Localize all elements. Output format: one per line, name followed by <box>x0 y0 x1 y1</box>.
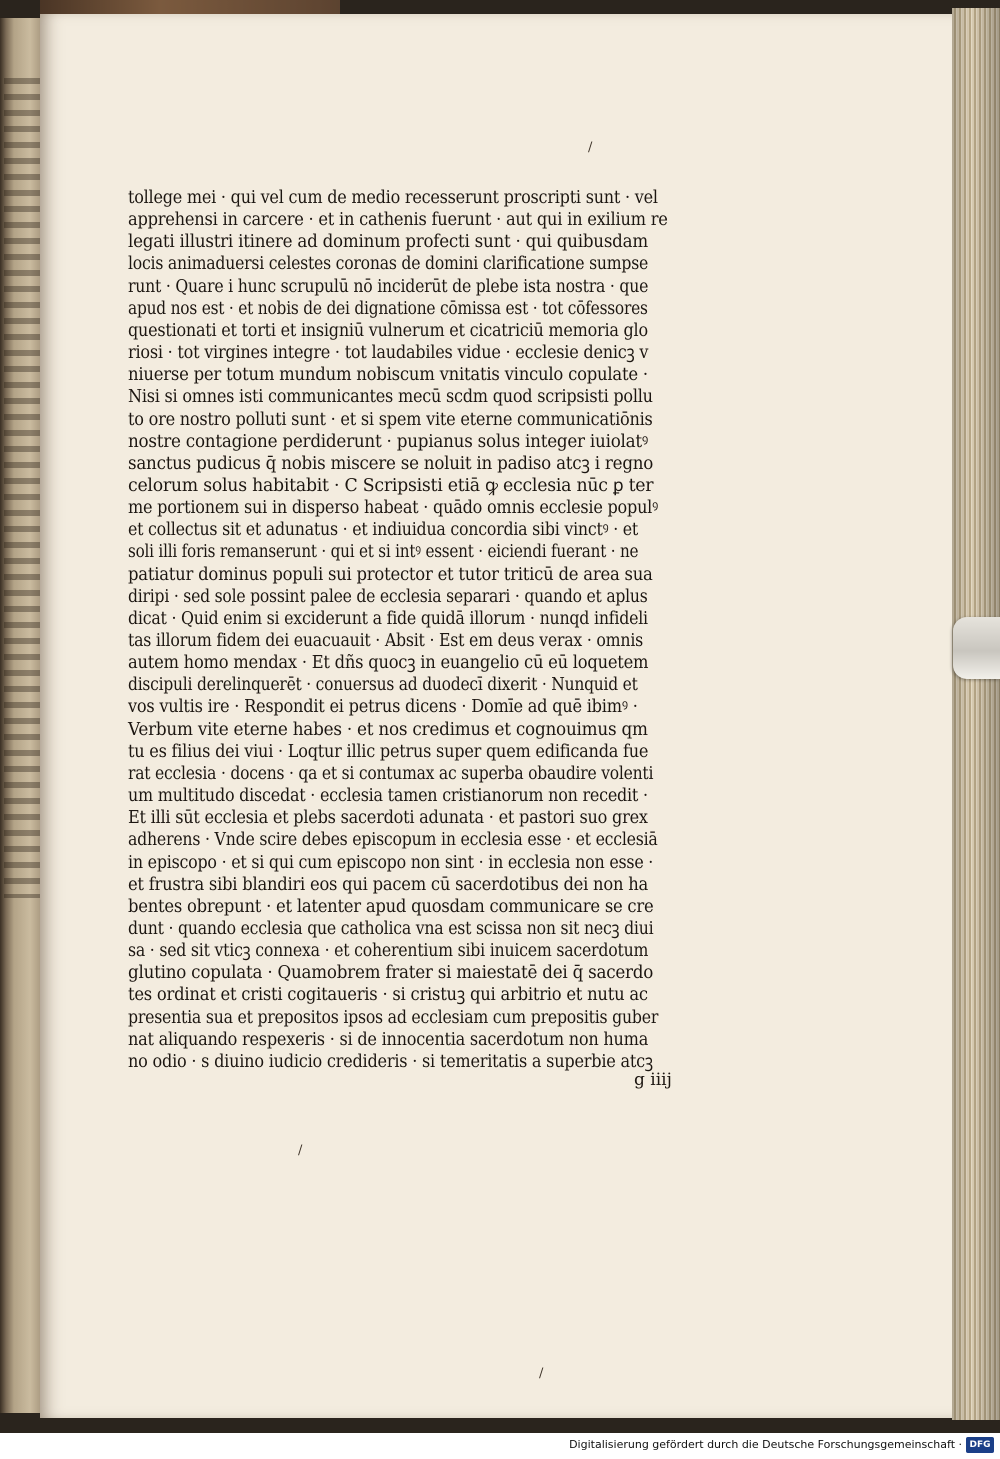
text-line: diripi · sed sole possint palee de ecclesia separari · quando et aplus <box>128 586 648 607</box>
text-line: locis animaduersi celestes coronas de domini clarificatione sumpse <box>128 254 649 275</box>
text-block <box>128 187 688 1077</box>
text-line: um multitudo discedat · ecclesia tamen cristianorum non recedit · <box>128 786 648 807</box>
page-clip <box>953 617 1000 679</box>
text-line: questionati et torti et insigniū vulnerum et cicatriciū memoria glo <box>128 320 648 341</box>
text-line: runt · Quare i hunc scrupulū nō inciderūt de plebe ista nostra · que <box>128 276 649 297</box>
signature-mark: g iiij <box>634 1070 672 1090</box>
text-line: sa · sed sit vticꝫ connexa · et coherentium sibi inuicem sacerdotum <box>128 941 649 962</box>
text-line: tas illorum fidem dei euacuauit · Absit · Est em deus verax · omnis <box>128 631 643 651</box>
text-line: nostre contagione perdiderunt · pupianus solus integer iuiolatꝰ <box>128 431 649 452</box>
funding-credit: Digitalisierung gefördert durch die Deutsche Forschungsgemeinschaft · <box>569 1438 962 1451</box>
text-line: bentes obrepunt · et latenter apud quosdam communicare se cre <box>128 896 654 917</box>
text-line: apud nos est · et nobis de dei dignatione cōmissa est · tot cōfessores <box>128 298 648 319</box>
pen-mark: / <box>539 1366 544 1381</box>
text-line: dicat · Quid enim si exciderunt a fide quidā illorum · nunqd infideli <box>128 608 648 629</box>
pen-mark: / <box>298 1143 303 1158</box>
text-line: presentia sua et prepositos ipsos ad ecclesiam cum prepositis guber <box>128 1007 659 1028</box>
text-line: et collectus sit et adunatus · et indiuidua concordia sibi vinctꝰ · et <box>128 520 639 541</box>
text-line: me portionem sui in disperso habeat · quādo omnis ecclesie populꝰ <box>128 498 659 519</box>
text-line: glutino copulata · Quamobrem frater si maiestatē dei q̄ sacerdo <box>128 963 654 984</box>
text-line: dunt · quando ecclesia que catholica vna est scissa non sit necꝫ diui <box>128 918 654 939</box>
text-line: adherens · Vnde scire debes episcopum in ecclesia esse · et ecclesiā <box>128 830 658 851</box>
text-line: Verbum vite eterne habes · et nos credimus et cognouimus qm <box>128 719 648 740</box>
text-line: sanctus pudicus q̄ nobis miscere se noluit in padiso atcꝫ i regno <box>128 453 654 474</box>
text-line: apprehensi in carcere · et in cathenis fuerunt · aut qui in exilium re <box>128 210 668 231</box>
text-line: no odio · s diuino iudicio credideris · si temeritatis a superbie atcꝫ <box>128 1051 653 1072</box>
text-line: et frustra sibi blandiri eos qui pacem cū sacerdotibus dei non ha <box>128 874 648 895</box>
text-line: legati illustri itinere ad dominum profecti sunt · qui quibusdam <box>128 232 648 253</box>
text-line: Nisi si omnes isti communicantes mecū scdm quod scripsisti pollu <box>128 387 653 408</box>
text-line: in episcopo · et si qui cum episcopo non sint · in ecclesia non esse · <box>128 852 654 873</box>
text-line: riosi · tot virgines integre · tot laudabiles vidue · ecclesie denicꝫ v <box>128 343 649 364</box>
text-line: rat ecclesia · docens · qa et si contumax ac superba obaudire volenti <box>128 763 654 784</box>
text-line: to ore nostro polluti sunt · et si spem vite eterne communicatiōnis <box>128 409 653 430</box>
text-line: celorum solus habitabit · C Scripsisti etiā ꝙ ecclesia nūc ꝑ ter <box>128 475 654 496</box>
text-line: tes ordinat et cristi cogitaueris · si cristuꝫ qui arbitrio et nutu ac <box>128 985 648 1006</box>
page-edges-shade <box>952 8 1000 1420</box>
dfg-logo: DFG <box>966 1437 994 1453</box>
text-line: vos vultis ire · Respondit ei petrus dicens · Domīe ad quē ibimꝰ · <box>128 697 638 718</box>
text-line: tollege mei · qui vel cum de medio recesserunt proscripti sunt · vel <box>128 188 658 208</box>
text-line: niuerse per totum mundum nobiscum vnitatis vinculo copulate · <box>128 365 648 386</box>
footer-bar <box>0 1433 1000 1459</box>
text-line: tu es filius dei viui · Loqtur illic petrus super quem edificanda fue <box>128 741 649 762</box>
pen-mark: / <box>588 140 593 155</box>
adjacent-page-text-fragment <box>4 78 40 898</box>
text-line: patiatur dominus populi sui protector et tutor triticū de area sua <box>128 564 653 585</box>
text-line: discipuli derelinquerēt · conuersus ad duodecī dixerit · Nunquid et <box>128 675 638 696</box>
text-line: nat aliquando respexeris · si de innocentia sacerdotum non huma <box>128 1029 649 1050</box>
text-line: autem homo mendax · Et dñs quocꝫ in euangelio cū eū loquetem <box>128 653 649 674</box>
text-line: Et illi sūt ecclesia et plebs sacerdoti adunata · et pastori suo grex <box>128 808 648 829</box>
text-line: soli illi foris remanserunt · qui et si intꝰ essent · eiciendi fuerant · ne <box>128 542 639 563</box>
